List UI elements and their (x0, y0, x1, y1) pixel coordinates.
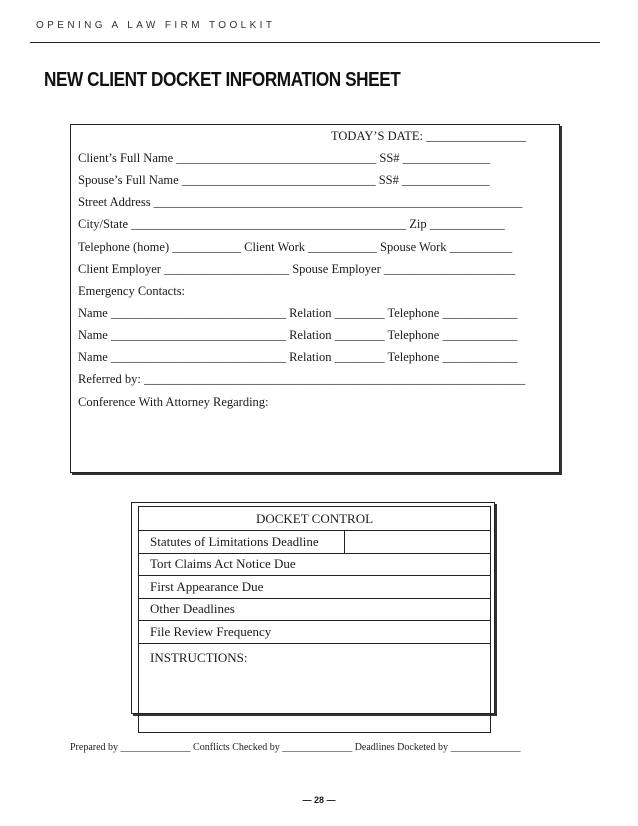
page-number: — 28 — (302, 795, 336, 805)
emergency-contact-row[interactable]: Name ____________________________ Relation ________ Telephone ____________ (78, 328, 518, 342)
prepared-by-line[interactable]: Prepared by ______________ Conflicts Checked by ______________ Deadlines Docketed by ______________ (70, 742, 521, 753)
page-title: NEW CLIENT DOCKET INFORMATION SHEET (44, 69, 401, 91)
docket-row-label[interactable]: File Review Frequency (139, 621, 491, 644)
client-full-name-field[interactable]: Client’s Full Name ________________________________ SS# ______________ (78, 151, 491, 165)
emergency-contact-row[interactable]: Name ____________________________ Relation ________ Telephone ____________ (78, 306, 518, 320)
emergency-contacts-label: Emergency Contacts: (78, 284, 186, 298)
instructions-area[interactable]: INSTRUCTIONS: (139, 643, 491, 732)
street-address-field[interactable]: Street Address ___________________________________________________________ (78, 195, 523, 209)
telephone-field-row[interactable]: Telephone (home) ___________ Client Work ___________ Spouse Work __________ (78, 240, 513, 254)
spouse-full-name-field[interactable]: Spouse’s Full Name _______________________________ SS# ______________ (78, 173, 490, 187)
conference-label: Conference With Attorney Regarding: (78, 395, 269, 409)
running-head: OPENING A LAW FIRM TOOLKIT (36, 20, 276, 31)
docket-control-table (138, 506, 491, 733)
statutes-deadline-cell[interactable] (345, 531, 491, 554)
docket-row-label: Statutes of Limitations Deadline (139, 531, 345, 554)
referred-by-field[interactable]: Referred by: _____________________________________________________________ (78, 372, 526, 386)
city-state-zip-field[interactable]: City/State ____________________________________________ Zip ____________ (78, 217, 505, 231)
emergency-contact-row[interactable]: Name ____________________________ Relation ________ Telephone ____________ (78, 350, 518, 364)
docket-row-label[interactable]: Other Deadlines (139, 598, 491, 621)
docket-row-label[interactable]: Tort Claims Act Notice Due (139, 553, 491, 576)
docket-row-label[interactable]: First Appearance Due (139, 576, 491, 599)
employer-field-row[interactable]: Client Employer ____________________ Spouse Employer _____________________ (78, 262, 516, 276)
header-rule (30, 42, 600, 43)
docket-control-heading: DOCKET CONTROL (139, 507, 491, 531)
todays-date-field[interactable]: TODAY’S DATE: ________________ (331, 129, 527, 143)
